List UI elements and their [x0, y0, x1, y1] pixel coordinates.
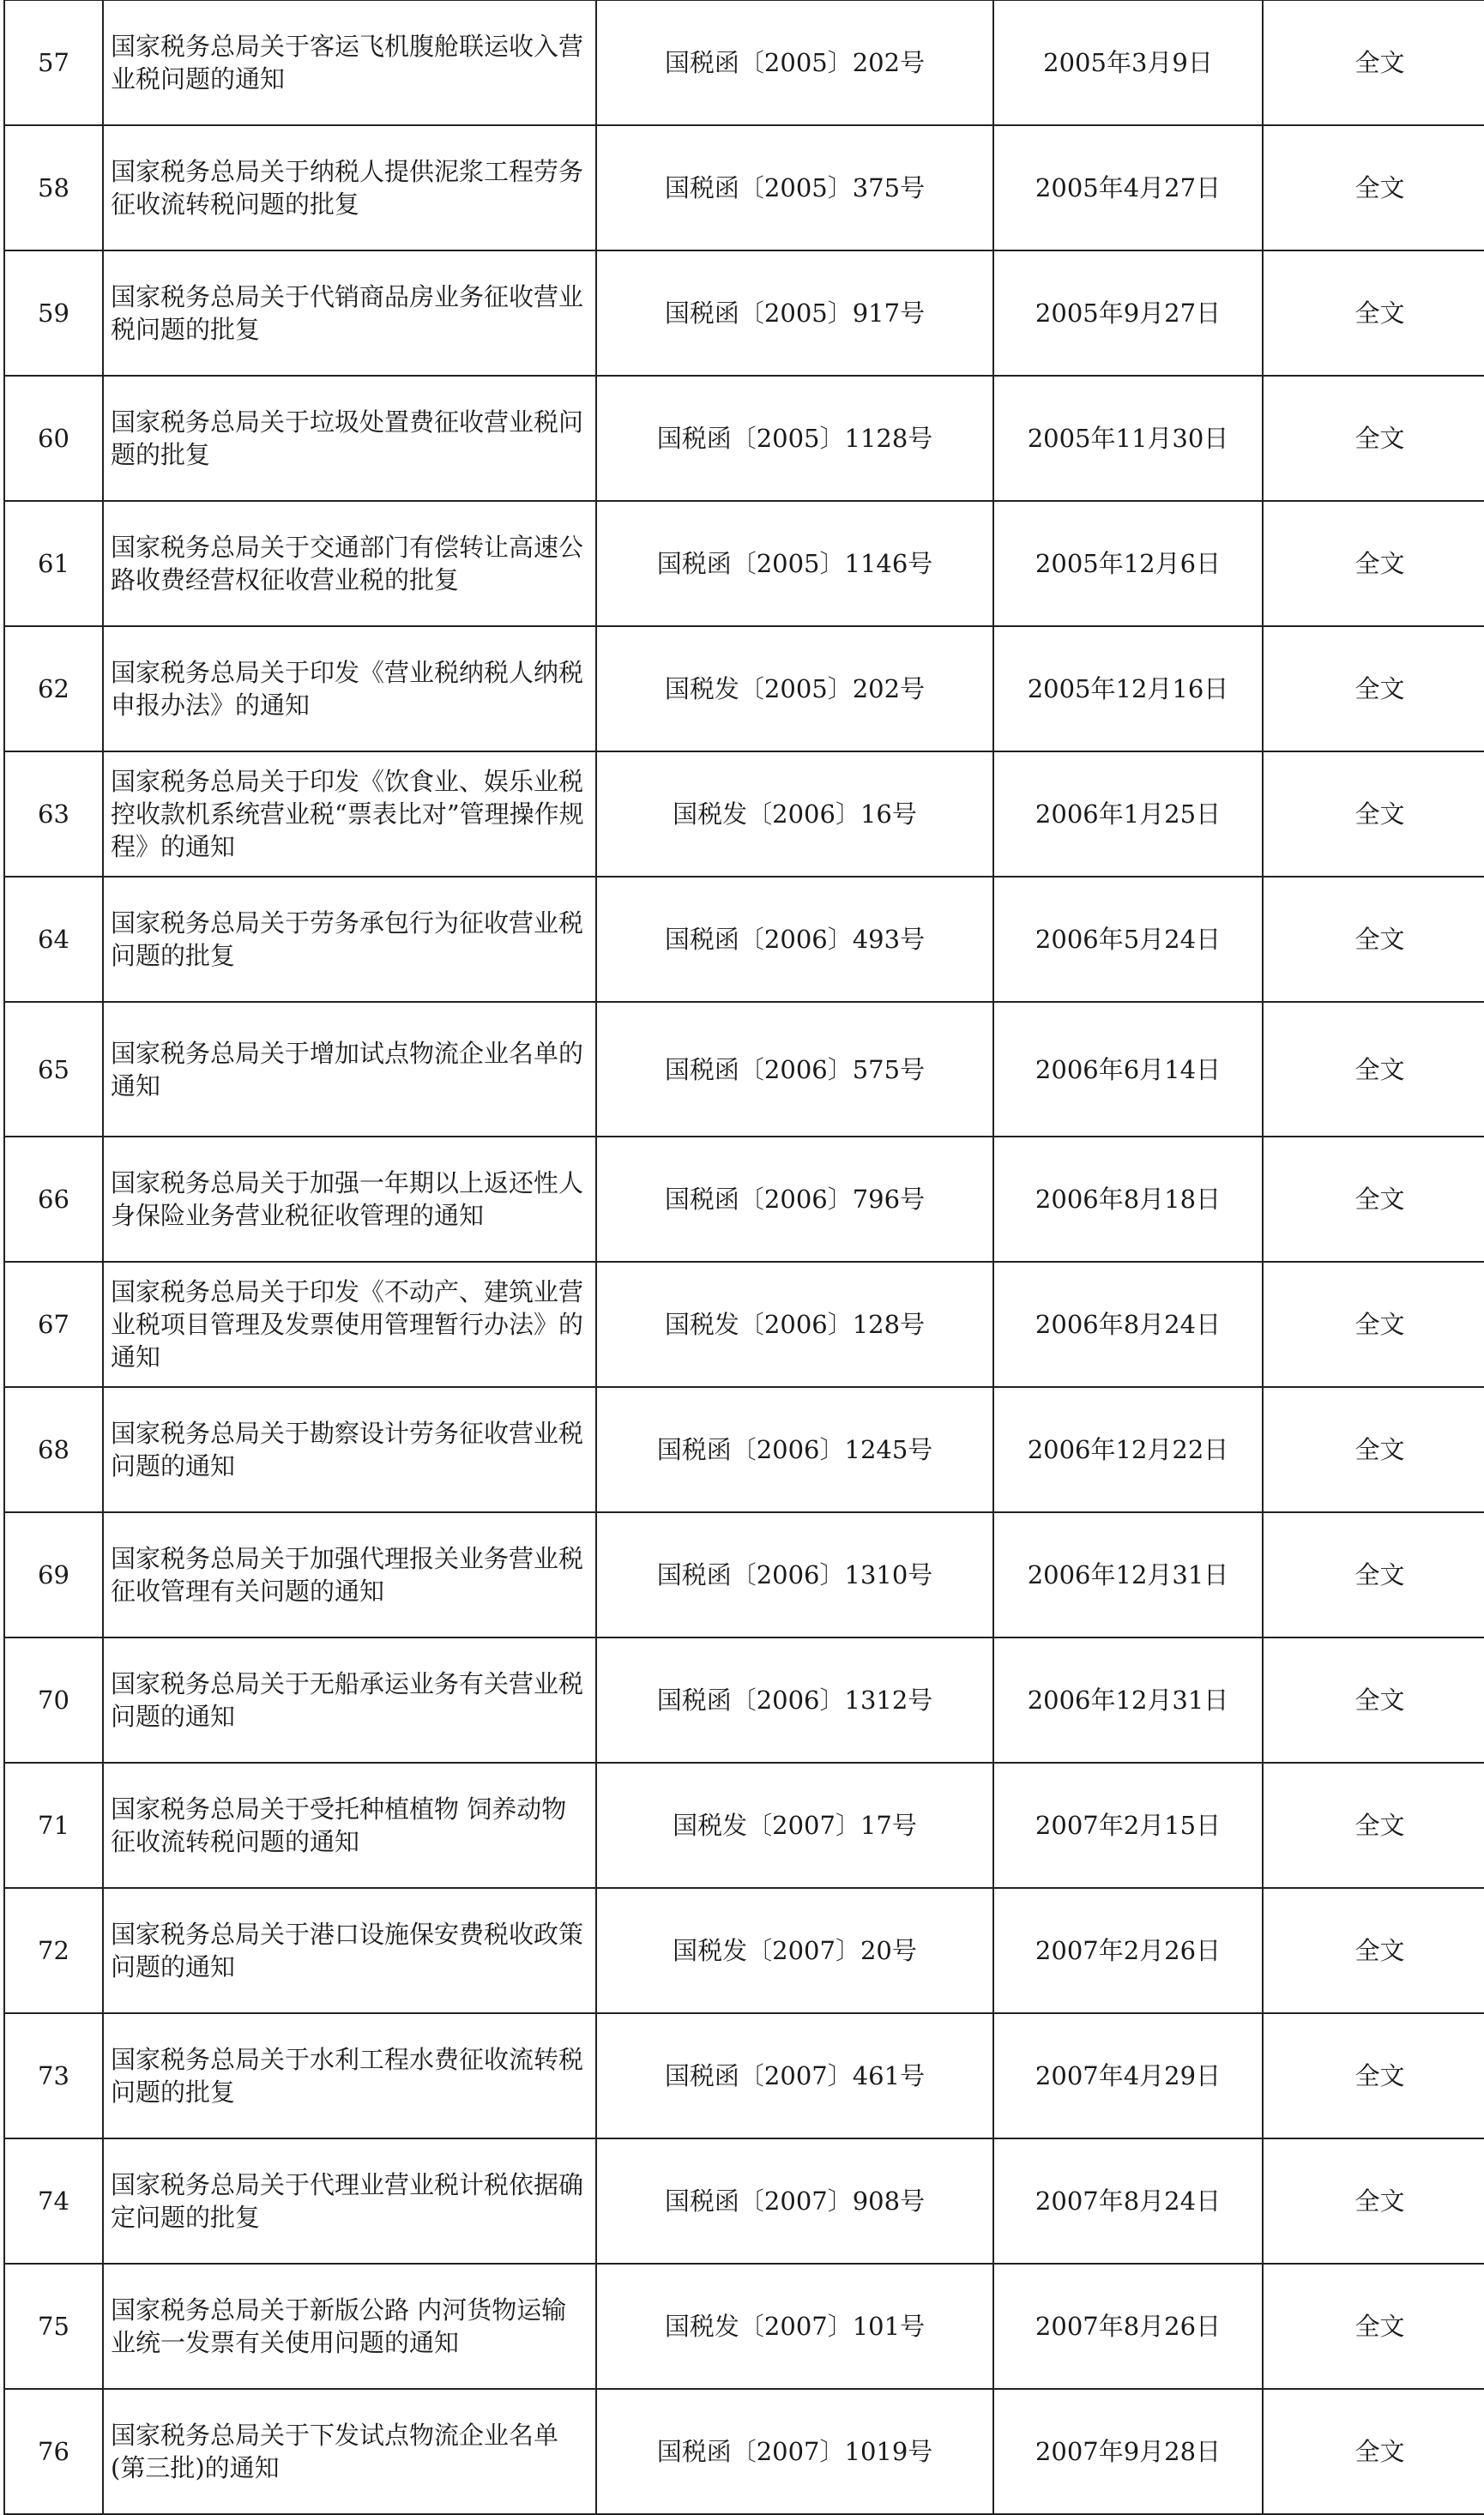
document-title	[103, 877, 596, 1002]
issue-date: 2007年9月28日	[993, 2389, 1263, 2514]
row-number: 73	[4, 2013, 103, 2138]
document-title	[103, 2264, 596, 2389]
document-title-text: 国家税务总局关于代销商品房业务征收营业税问题的批复	[111, 282, 584, 344]
document-title-text: 国家税务总局关于加强一年期以上返还性人身保险业务营业税征收管理的通知	[111, 1168, 584, 1230]
issue-date: 2005年12月16日	[993, 626, 1263, 751]
document-title-text: 国家税务总局关于印发《不动产、建筑业营业税项目管理及发票使用管理暂行办法》的通知	[111, 1277, 584, 1372]
document-number: 国税函〔2006〕575号	[596, 1002, 993, 1137]
document-title-text: 国家税务总局关于勘察设计劳务征收营业税问题的通知	[111, 1419, 584, 1481]
row-number: 64	[4, 877, 103, 1002]
full-text-link[interactable]: 全文	[1263, 2138, 1484, 2264]
document-number: 国税发〔2007〕101号	[596, 2264, 993, 2389]
full-text-link[interactable]: 全文	[1263, 1262, 1484, 1387]
full-text-link[interactable]: 全文	[1263, 2264, 1484, 2389]
row-number: 58	[4, 125, 103, 250]
issue-date: 2007年4月29日	[993, 2013, 1263, 2138]
document-number: 国税函〔2005〕375号	[596, 125, 993, 250]
issue-date: 2006年6月14日	[993, 1002, 1263, 1137]
document-number: 国税函〔2006〕796号	[596, 1137, 993, 1262]
row-number: 71	[4, 1763, 103, 1888]
document-title-text: 国家税务总局关于垃圾处置费征收营业税问题的批复	[111, 407, 584, 469]
document-number: 国税函〔2006〕1245号	[596, 1387, 993, 1512]
full-text-link[interactable]: 全文	[1263, 0, 1484, 125]
document-title	[103, 1637, 596, 1763]
table-row	[4, 626, 1484, 751]
row-number: 66	[4, 1137, 103, 1262]
issue-date: 2006年1月25日	[993, 751, 1263, 877]
document-title-text: 国家税务总局关于交通部门有偿转让高速公路收费经营权征收营业税的批复	[111, 533, 584, 594]
full-text-link[interactable]: 全文	[1263, 1763, 1484, 1888]
table-row	[4, 1137, 1484, 1262]
issue-date: 2006年5月24日	[993, 877, 1263, 1002]
document-number: 国税函〔2007〕908号	[596, 2138, 993, 2264]
document-number: 国税发〔2006〕16号	[596, 751, 993, 877]
document-title	[103, 2013, 596, 2138]
document-title	[103, 125, 596, 250]
issue-date: 2005年3月9日	[993, 0, 1263, 125]
document-title-text: 国家税务总局关于印发《营业税纳税人纳税申报办法》的通知	[111, 658, 584, 720]
document-title-text: 国家税务总局关于下发试点物流企业名单(第三批)的通知	[111, 2421, 559, 2482]
table-row	[4, 1387, 1484, 1512]
document-title	[103, 1512, 596, 1637]
issue-date: 2006年12月22日	[993, 1387, 1263, 1512]
table-row	[4, 1262, 1484, 1387]
row-number: 72	[4, 1888, 103, 2013]
row-number: 69	[4, 1512, 103, 1637]
row-number: 74	[4, 2138, 103, 2264]
table-row	[4, 1002, 1484, 1137]
document-number: 国税函〔2006〕1310号	[596, 1512, 993, 1637]
document-title	[103, 1763, 596, 1888]
document-number: 国税发〔2005〕202号	[596, 626, 993, 751]
document-number: 国税函〔2005〕202号	[596, 0, 993, 125]
document-number: 国税函〔2007〕1019号	[596, 2389, 993, 2514]
issue-date: 2005年9月27日	[993, 250, 1263, 376]
document-number: 国税函〔2005〕917号	[596, 250, 993, 376]
table-row	[4, 1763, 1484, 1888]
issue-date: 2005年4月27日	[993, 125, 1263, 250]
full-text-link[interactable]: 全文	[1263, 501, 1484, 626]
full-text-link[interactable]: 全文	[1263, 1137, 1484, 1262]
document-title	[103, 1137, 596, 1262]
document-number: 国税发〔2006〕128号	[596, 1262, 993, 1387]
table-row	[4, 1637, 1484, 1763]
issue-date: 2005年12月6日	[993, 501, 1263, 626]
document-title-text: 国家税务总局关于水利工程水费征收流转税问题的批复	[111, 2045, 584, 2107]
document-title	[103, 250, 596, 376]
table-row	[4, 2264, 1484, 2389]
table-row	[4, 877, 1484, 1002]
issue-date: 2007年2月26日	[993, 1888, 1263, 2013]
row-number: 57	[4, 0, 103, 125]
row-number: 68	[4, 1387, 103, 1512]
document-title	[103, 2138, 596, 2264]
table-row	[4, 0, 1484, 125]
document-number: 国税发〔2007〕17号	[596, 1763, 993, 1888]
full-text-link[interactable]: 全文	[1263, 1888, 1484, 2013]
document-number: 国税函〔2006〕493号	[596, 877, 993, 1002]
row-number: 75	[4, 2264, 103, 2389]
full-text-link[interactable]: 全文	[1263, 1512, 1484, 1637]
table-row	[4, 751, 1484, 877]
document-title	[103, 0, 596, 125]
full-text-link[interactable]: 全文	[1263, 1002, 1484, 1137]
document-number: 国税函〔2007〕461号	[596, 2013, 993, 2138]
table-body	[4, 0, 1484, 2514]
full-text-link[interactable]: 全文	[1263, 626, 1484, 751]
table-row	[4, 250, 1484, 376]
document-title-text: 国家税务总局关于增加试点物流企业名单的通知	[111, 1038, 584, 1101]
full-text-link[interactable]: 全文	[1263, 1387, 1484, 1512]
document-title-text: 国家税务总局关于劳务承包行为征收营业税问题的批复	[111, 908, 584, 970]
regulations-table	[3, 0, 1484, 2515]
document-title-text: 国家税务总局关于代理业营业税计税依据确定问题的批复	[111, 2170, 584, 2232]
full-text-link[interactable]: 全文	[1263, 2389, 1484, 2514]
full-text-link[interactable]: 全文	[1263, 125, 1484, 250]
document-title	[103, 376, 596, 501]
table-row	[4, 2013, 1484, 2138]
table-row	[4, 501, 1484, 626]
table-row	[4, 1888, 1484, 2013]
issue-date: 2007年2月15日	[993, 1763, 1263, 1888]
document-title-text: 国家税务总局关于港口设施保安费税收政策问题的通知	[111, 1920, 584, 1981]
table-row	[4, 2138, 1484, 2264]
issue-date: 2007年8月24日	[993, 2138, 1263, 2264]
full-text-link[interactable]: 全文	[1263, 1637, 1484, 1763]
document-title-text: 国家税务总局关于受托种植植物 饲养动物征收流转税问题的通知	[111, 1794, 567, 1856]
full-text-link[interactable]: 全文	[1263, 250, 1484, 376]
row-number: 59	[4, 250, 103, 376]
document-title-text: 国家税务总局关于印发《饮食业、娱乐业税控收款机系统营业税“票表比对”管理操作规程》的通知	[111, 767, 584, 861]
issue-date: 2006年12月31日	[993, 1637, 1263, 1763]
full-text-link[interactable]: 全文	[1263, 877, 1484, 1002]
row-number: 70	[4, 1637, 103, 1763]
document-title	[103, 626, 596, 751]
document-title-text: 国家税务总局关于纳税人提供泥浆工程劳务征收流转税问题的批复	[111, 157, 584, 219]
issue-date: 2006年8月18日	[993, 1137, 1263, 1262]
document-title	[103, 1262, 596, 1387]
document-title	[103, 1387, 596, 1512]
table-row	[4, 376, 1484, 501]
issue-date: 2006年12月31日	[993, 1512, 1263, 1637]
row-number: 60	[4, 376, 103, 501]
document-title-text: 国家税务总局关于加强代理报关业务营业税征收管理有关问题的通知	[111, 1544, 584, 1606]
full-text-link[interactable]: 全文	[1263, 376, 1484, 501]
document-number: 国税函〔2005〕1146号	[596, 501, 993, 626]
document-number: 国税函〔2005〕1128号	[596, 376, 993, 501]
document-title	[103, 751, 596, 877]
issue-date: 2005年11月30日	[993, 376, 1263, 501]
row-number: 65	[4, 1002, 103, 1137]
issue-date: 2007年8月26日	[993, 2264, 1263, 2389]
document-number: 国税函〔2006〕1312号	[596, 1637, 993, 1763]
row-number: 61	[4, 501, 103, 626]
table-row	[4, 2389, 1484, 2514]
table-row	[4, 125, 1484, 250]
document-title	[103, 2389, 596, 2514]
document-title	[103, 501, 596, 626]
row-number: 76	[4, 2389, 103, 2514]
row-number: 67	[4, 1262, 103, 1387]
document-title	[103, 1002, 596, 1137]
table-row	[4, 1512, 1484, 1637]
row-number: 63	[4, 751, 103, 877]
document-number: 国税发〔2007〕20号	[596, 1888, 993, 2013]
document-title-text: 国家税务总局关于客运飞机腹舱联运收入营业税问题的通知	[111, 32, 584, 93]
document-title-text: 国家税务总局关于新版公路 内河货物运输业统一发票有关使用问题的通知	[111, 2295, 567, 2357]
document-title	[103, 1888, 596, 2013]
issue-date: 2006年8月24日	[993, 1262, 1263, 1387]
row-number: 62	[4, 626, 103, 751]
full-text-link[interactable]: 全文	[1263, 751, 1484, 877]
document-title-text: 国家税务总局关于无船承运业务有关营业税问题的通知	[111, 1669, 584, 1731]
full-text-link[interactable]: 全文	[1263, 2013, 1484, 2138]
